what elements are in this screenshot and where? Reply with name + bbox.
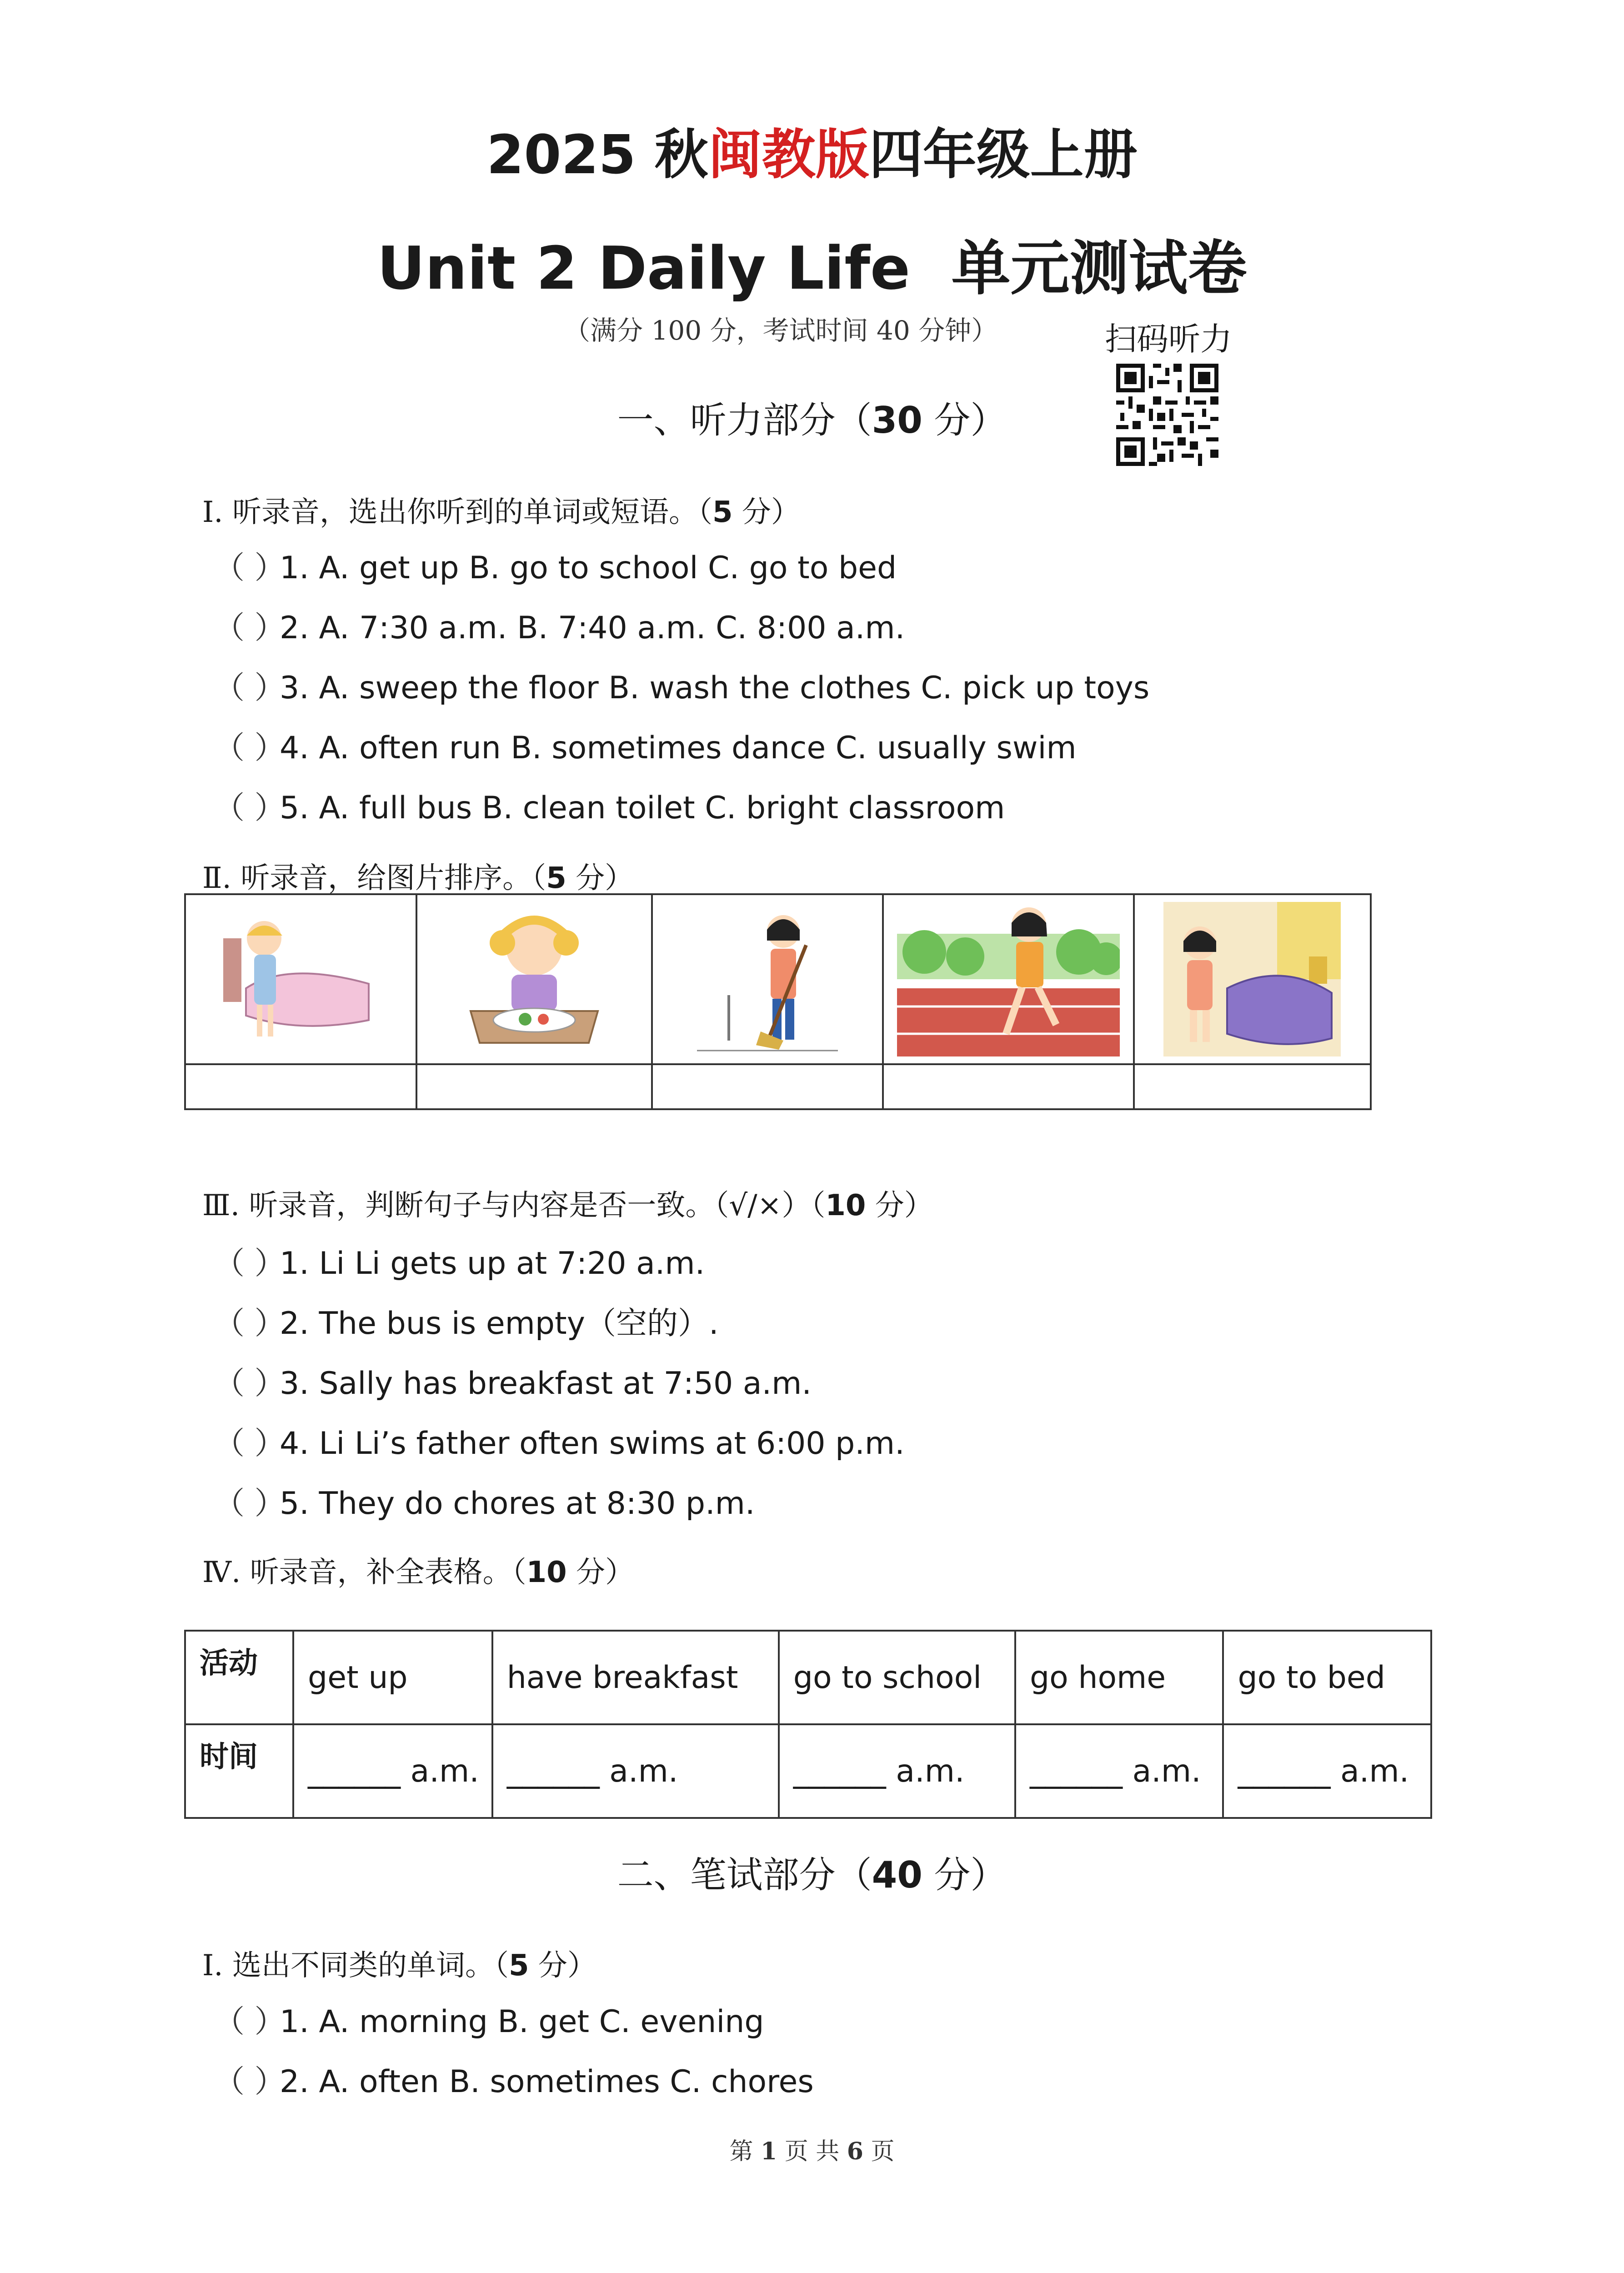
picture-girl-running xyxy=(883,894,1134,1064)
writing-section-heading: 二、笔试部分（40 分） xyxy=(617,1854,1007,1896)
time-blank-cell[interactable]: ______ a.m. xyxy=(293,1724,492,1818)
breakfast-icon xyxy=(452,906,616,1052)
time-blank-cell[interactable]: ______ a.m. xyxy=(492,1724,779,1818)
list-item[interactable]: （ ）4. Li Li’s father often swims at 6:00 p.m. xyxy=(214,1426,905,1462)
table-row xyxy=(185,1724,1431,1818)
activity-cell: have breakfast xyxy=(492,1631,779,1724)
list-item[interactable]: （ ）1. A. morning B. get C. evening xyxy=(214,2004,764,2040)
part3-instructions: Ⅲ. 听录音，判断句子与内容是否一致。（√/×）（10 分） xyxy=(202,1189,933,1222)
activity-cell: go to school xyxy=(779,1631,1015,1724)
table-row xyxy=(185,1631,1431,1724)
list-item[interactable]: （ ）4. A. often run B. sometimes dance C. usually swim xyxy=(214,730,1077,766)
qr-label: 扫码听力 xyxy=(1105,320,1232,358)
list-item[interactable]: （ ）5. They do chores at 8:30 p.m. xyxy=(214,1486,755,1522)
page-number: 第 1 页 共 6 页 xyxy=(729,2138,895,2165)
time-blank-cell[interactable]: ______ a.m. xyxy=(779,1724,1015,1818)
order-answer-cell[interactable] xyxy=(883,1064,1134,1109)
list-item[interactable]: （ ）5. A. full bus B. clean toilet C. bright classroom xyxy=(214,790,1005,826)
picture-girl-breakfast xyxy=(416,894,652,1064)
order-answer-cell[interactable] xyxy=(652,1064,883,1109)
exam-info: （满分 100 分，考试时间 40 分钟） xyxy=(564,315,998,346)
part1-instructions: Ⅰ. 听录音，选出你听到的单词或短语。（5 分） xyxy=(202,496,800,529)
activity-cell: get up xyxy=(293,1631,492,1724)
list-item[interactable]: （ ）3. A. sweep the floor B. wash the clothes C. pick up toys xyxy=(214,670,1150,706)
order-answer-cell[interactable] xyxy=(1134,1064,1371,1109)
order-answer-cell[interactable] xyxy=(416,1064,652,1109)
list-item[interactable]: （ ）2. A. 7:30 a.m. B. 7:40 a.m. C. 8:00 a.m. xyxy=(214,610,905,646)
part2-instructions: Ⅱ. 听录音，给图片排序。（5 分） xyxy=(202,861,634,895)
picture-girl-going-to-bed xyxy=(1134,894,1371,1064)
bed-icon xyxy=(1163,902,1341,1056)
list-item[interactable]: （ ）1. Li Li gets up at 7:20 a.m. xyxy=(214,1246,705,1282)
listening-section-heading: 一、听力部分（30 分） xyxy=(617,399,1007,441)
time-blank-cell[interactable]: ______ a.m. xyxy=(1015,1724,1223,1818)
list-item[interactable]: （ ）2. The bus is empty（空的）. xyxy=(214,1306,719,1342)
list-item[interactable]: （ ）3. Sally has breakfast at 7:50 a.m. xyxy=(214,1366,812,1402)
sweeping-icon xyxy=(692,904,842,1054)
schedule-table xyxy=(184,1630,1432,1819)
page-title: 2025 秋闽教版四年级上册 xyxy=(486,123,1138,186)
part4-instructions: Ⅳ. 听录音，补全表格。（10 分） xyxy=(202,1556,635,1589)
row-label-activity: 活动 xyxy=(185,1631,293,1724)
time-blank-cell[interactable]: ______ a.m. xyxy=(1223,1724,1431,1818)
list-item[interactable]: （ ）2. A. often B. sometimes C. chores xyxy=(214,2064,814,2100)
edition-label: 闽教版 xyxy=(708,123,869,186)
row-label-time: 时间 xyxy=(185,1724,293,1818)
writing-part1-instructions: Ⅰ. 选出不同类的单词。（5 分） xyxy=(202,1949,596,1983)
activity-cell: go to bed xyxy=(1223,1631,1431,1724)
activity-cell: go home xyxy=(1015,1631,1223,1724)
girl-bed-icon xyxy=(219,906,382,1052)
running-icon xyxy=(897,902,1120,1056)
list-item[interactable]: （ ）1. A. get up B. go to school C. go to bed xyxy=(214,550,897,586)
unit-title: Unit 2 Daily Life 单元测试卷 xyxy=(377,234,1247,303)
picture-order-table xyxy=(184,893,1372,1110)
picture-girl-getting-up xyxy=(185,894,416,1064)
order-answer-cell[interactable] xyxy=(185,1064,416,1109)
picture-girl-sweeping xyxy=(652,894,883,1064)
